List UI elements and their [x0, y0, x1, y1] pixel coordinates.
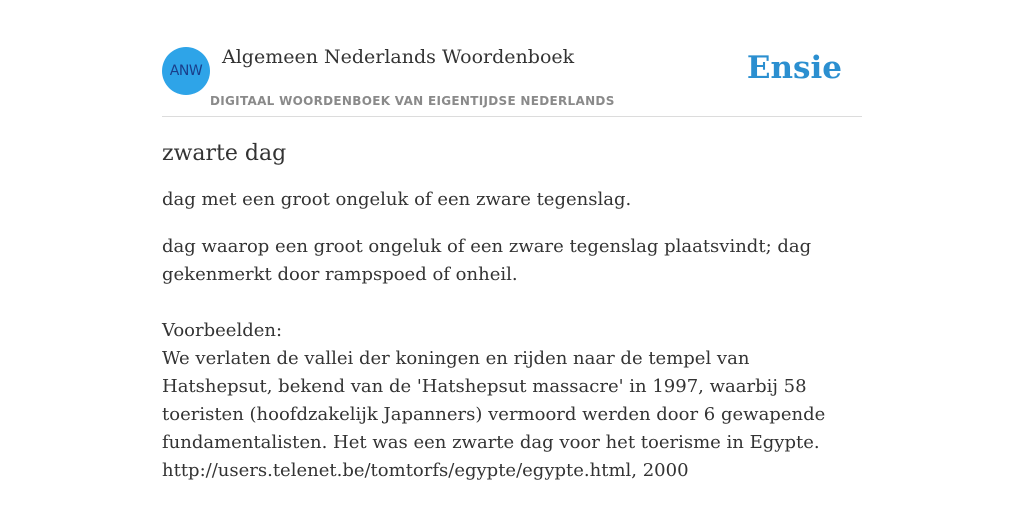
examples-label: Voorbeelden: [162, 320, 283, 341]
example-text: We verlaten de vallei der koningen en rijden naar de tempel van Hatshepsut, bekend van de 'Hatshepsut massacre' in 1997, waarbij 58 toeristen (hoofdzakelijk Japanners) vermoord werden door 6 gewapende fundamentalisten. Het was een zwarte dag voor het toerisme in Egypte. [162, 348, 826, 453]
site-title[interactable]: Algemeen Nederlands Woordenboek [222, 46, 575, 68]
logo-text: ANW [169, 63, 203, 79]
examples-section [162, 317, 862, 485]
anw-logo[interactable] [162, 47, 210, 95]
short-definition: dag met een groot ongeluk of een zware tegenslag. [162, 189, 632, 210]
dictionary-entry [162, 136, 862, 485]
entry-headword: zwarte dag [162, 141, 287, 166]
example-source: http://users.telenet.be/tomtorfs/egypte/egypte.html, 2000 [162, 460, 689, 481]
long-definition: dag waarop een groot ongeluk of een zware tegenslag plaatsvindt; dag gekenmerkt door rampspoed of onheil. [162, 236, 812, 285]
site-subtitle: DIGITAAL WOORDENBOEK VAN EIGENTIJDSE NEDERLANDS [210, 94, 615, 108]
ensie-brand-link[interactable]: Ensie [746, 50, 842, 86]
site-header [162, 40, 862, 117]
